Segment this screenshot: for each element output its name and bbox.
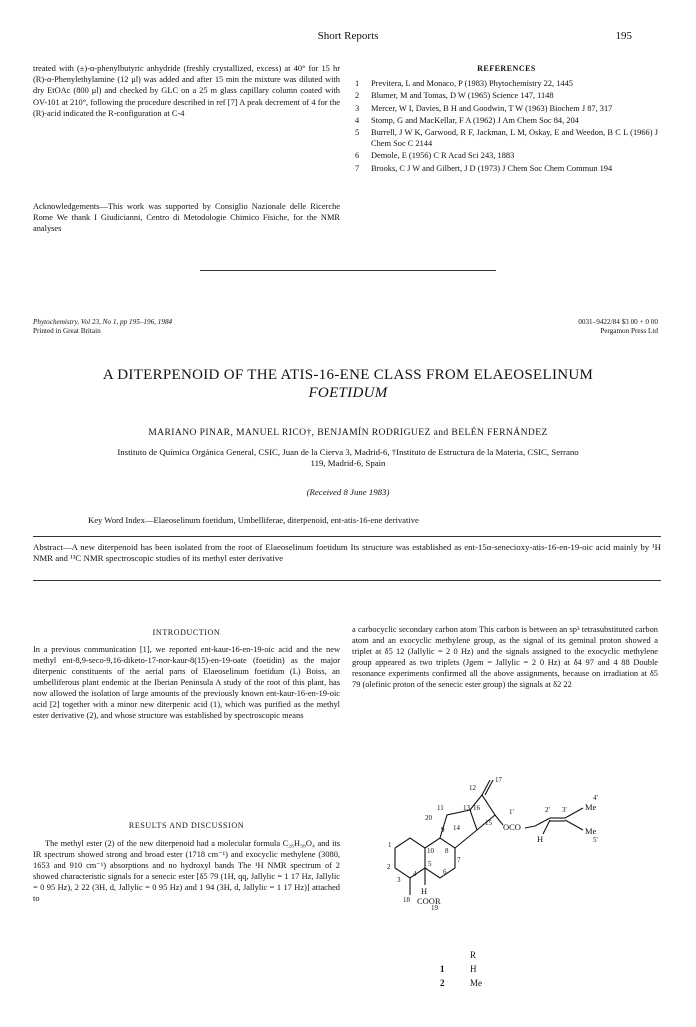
atom-label: 5' <box>593 836 598 844</box>
atom-label: 15 <box>485 819 492 827</box>
abstract: Abstract—A new diterpenoid has been isolated from the root of Elaeoselinum foetidum Its structure was established as ent-15α-senecioxy-atis-16-en-19-oic acid mainly by ¹H NMR and ¹³C NMR spectroscopic studies of its methyl ester derivative <box>33 542 661 563</box>
running-title: Short Reports <box>317 30 379 42</box>
atom-label: 7 <box>457 856 461 864</box>
references <box>355 63 658 175</box>
section-divider <box>200 270 496 271</box>
publisher: Pergamon Press Ltd <box>600 327 658 335</box>
acknowledgements: Acknowledgements—This work was supported by Consiglio Nazionale delle Ricerche Rome We thank I Giudicianni, Centro di Metodologie Chimico Fisiche, for the NMR analyses <box>33 202 340 234</box>
right-column-text: a carbocyclic secondary carbon atom This carbon is between an sp³ tetrasubstituted carbon atom and an exocyclic methylene group, as the signal of its geminal proton showed a triplet at δ5 12 (Jallylic = 2 0 Hz) and the signals assigned to the exocyclic methylene group appeared as two triplets (Jgem = Jallylic = 2 0 Hz) at δ4 97 and 4 88 Double resonance experiments confirmed all the above assignments, because on irradiation at δ5 79 (olefinic proton of the senecic ester group) the signals at δ2 22 <box>352 625 658 689</box>
atom-label: 20 <box>425 814 432 822</box>
journal-citation: Phytochemistry, Vol 23, No 1, pp 195–196, 1984 <box>33 318 173 326</box>
abstract-top-rule <box>33 536 661 537</box>
atom-label: 4' <box>593 794 598 802</box>
ester-oco-label: OCO <box>503 822 521 832</box>
atom-label: 13 <box>463 804 470 812</box>
article-title-line2: FOETIDUM <box>308 385 388 401</box>
received-date: (Received 8 June 1983) <box>306 487 390 497</box>
affiliation-line2: 119, Madrid-6, Spain <box>310 458 386 468</box>
chemical-structure-diagram <box>385 770 635 960</box>
methyl-label-bottom: Me <box>585 826 597 836</box>
substituent-row: 1 H <box>440 964 477 974</box>
issn-price: 0031–9422/84 $3 00 + 0 00 <box>578 318 658 326</box>
introduction-text: In a previous communication [1], we reported ent-kaur-16-en-19-oic acid and the new methyl ent-8,9-seco-9,16-diketo-17-nor-kaur-8(15)-en-19-oate (foetidin) as the major diterpenic constituents of the aerial parts of Elaeoselinum foetidum (L) Boiss, an umbelliferous plant endemic at the Iberian Peninsula A study of the root of this plant, has now allowed the isolation of large amounts of the previously known ent-kaur-16-en-19-oic acid [2] together with a minor new diterpenic acid (1), which was purified as the methyl ester derivative (2), and whose structure was established by spectroscopic means <box>33 645 340 720</box>
running-header <box>0 30 696 46</box>
reference-item: 6 Demole, E (1956) C R Acad Sci 243, 1883 <box>355 151 515 161</box>
reference-item: 3 Mercer, W I, Davies, B H and Goodwin, T W (1963) Biochem J 87, 317 <box>355 103 613 113</box>
methyl-label-top: Me <box>585 802 597 812</box>
article-title <box>40 366 656 402</box>
reference-item: 2 Blumer, M and Tomas, D W (1965) Science 147, 1148 <box>355 91 554 101</box>
carboxyl-label: COOR <box>417 896 441 906</box>
authors: MARIANO PINAR, MANUEL RICO†, BENJAMÍN RODRIGUEZ and BELÉN FERNÁNDEZ <box>148 427 548 438</box>
ring-h-label: H <box>421 886 428 896</box>
substituent-table-header: R <box>470 950 477 960</box>
article-title-line1: A DITERPENOID OF THE ATIS-16-ENE CLASS FROM ELAEOSELINUM <box>102 367 594 383</box>
atom-label: 18 <box>403 896 410 904</box>
atom-label: 1 <box>388 841 392 849</box>
reference-item: 7 Brooks, C J W and Gilbert, J D (1973) J Chem Soc Chem Commun 194 <box>355 163 613 173</box>
previous-article-text: treated with (±)-α-phenylbutyric anhydride (freshly crystallized, excess) at 40° for 15 hr (R)-α-Phenylethylamine (12 μl) was added and after 15 min the mixture was diluted with dry EtOAc (800 μl) and checked by GLC on a 25 m glass capillary column coated with OV-101 at 210°, following the procedure described in ref [7] A peak decrement of 4 for the (R)-acid indicated the R-configuration at C-4 <box>33 64 340 118</box>
affiliation <box>33 447 663 469</box>
atom-label: 5 <box>428 860 432 868</box>
atom-label: 3' <box>562 806 567 814</box>
atom-label: 2 <box>387 863 391 871</box>
atom-label: 10 <box>427 847 434 855</box>
introduction-heading: INTRODUCTION <box>152 628 221 637</box>
atom-label: 12 <box>469 784 476 792</box>
page-number: 195 <box>615 30 632 42</box>
atom-label: 4 <box>413 870 417 878</box>
atom-label: 16 <box>473 804 480 812</box>
atom-label: 11 <box>437 804 444 812</box>
results-heading: RESULTS AND DISCUSSION <box>128 821 245 830</box>
results-text: The methyl ester (2) of the new diterpenoid had a molecular formula C₂₆H₃₈O₄ and its IR spectrum showed strong and broad ester (1718 cm⁻¹) and exocyclic methylene (3080, 1653 and 910 cm⁻¹) absorptions and no hydroxyl bands The ¹H NMR spectrum of 2 showed characteristic signals for a senecic ester [δ5 79 (1H, qq, Jallylic = 1 17 Hz, Jallylic = 0 95 Hz), 2 22 (3H, d, Jallylic = 0 95 Hz) and 1 94 (3H, d, Jallylic = 1 17 Hz)] attached to <box>33 839 340 903</box>
reference-item: 1 Previtera, L and Monaco, P (1983) Phytochemistry 22, 1445 <box>355 79 573 89</box>
references-heading: REFERENCES <box>477 64 536 73</box>
keywords: Key Word Index—Elaeoselinum foetidum, Umbelliferae, diterpenoid, ent-atis-16-ene derivative <box>88 515 419 525</box>
journal-info <box>33 318 313 336</box>
references-list <box>355 78 658 174</box>
atom-label: 14 <box>453 824 460 832</box>
journal-printed: Printed in Great Britain <box>33 327 101 335</box>
atom-label: 9 <box>441 826 445 834</box>
substituent-table <box>440 948 520 990</box>
copyright-info <box>430 318 658 336</box>
vinyl-h-label: H <box>537 834 544 844</box>
atom-label: 6 <box>443 868 447 876</box>
atom-label: 8 <box>445 847 449 855</box>
affiliation-line1: Instituto de Química Orgánica General, CSIC, Juan de la Cierva 3, Madrid-6, †Instituto de Estructura de la Materia, CSIC, Serrano <box>117 447 579 457</box>
reference-item: 4 Stomp, G and MacKellar, F A (1962) J Am Chem Soc 84, 204 <box>355 115 579 125</box>
atom-label: 19 <box>431 904 438 912</box>
substituent-row: 2 Me <box>440 978 482 988</box>
atom-label: 1' <box>509 808 514 816</box>
atom-label: 3 <box>397 876 401 884</box>
atom-label: 2' <box>545 806 550 814</box>
atom-label: 17 <box>495 776 502 784</box>
reference-item: 5 Burrell, J W K, Garwood, R F, Jackman, L M, Oskay, E and Weedon, B C L (1966) J Chem Soc C 2144 <box>355 128 658 149</box>
abstract-bottom-rule <box>33 580 661 581</box>
